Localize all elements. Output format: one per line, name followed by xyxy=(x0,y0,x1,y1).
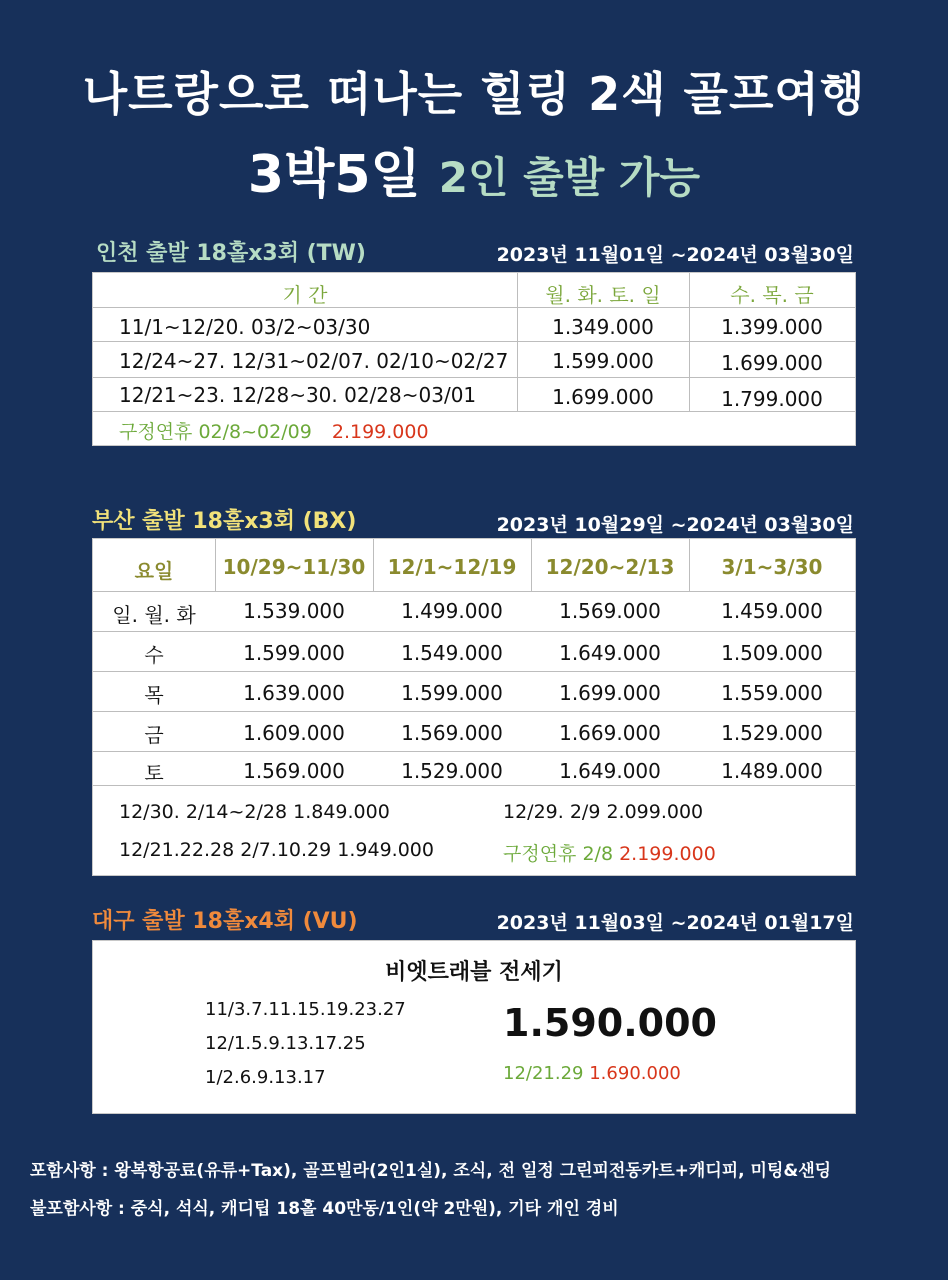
daegu-dates: 12/1.5.9.13.17.25 xyxy=(205,1033,366,1054)
incheon-row-period: 12/24~27. 12/31~02/07. 02/10~02/27 xyxy=(119,349,509,373)
incheon-row-price: 1.349.000 xyxy=(552,315,654,339)
busan-row-price: 1.649.000 xyxy=(559,641,661,665)
daegu-heading: 대구 출발 18홀x4회 (VU) xyxy=(92,909,358,934)
incheon-header-weekend: 월. 화. 토. 일 xyxy=(545,283,661,307)
busan-row-price: 1.459.000 xyxy=(721,599,823,623)
busan-row-day: 수 xyxy=(144,643,164,667)
busan-row-price: 1.529.000 xyxy=(401,759,503,783)
incheon-special xyxy=(119,417,429,444)
incheon-period: 2023년 11월01일 ~2024년 03월30일 xyxy=(496,244,854,266)
busan-header-period: 12/20~2/13 xyxy=(545,555,675,579)
incheon-special-price: 2.199.000 xyxy=(331,421,429,443)
busan-row-price: 1.569.000 xyxy=(401,721,503,745)
busan-row-day: 금 xyxy=(144,723,164,747)
busan-row-price: 1.489.000 xyxy=(721,759,823,783)
incheon-row-price: 1.699.000 xyxy=(721,351,823,375)
busan-row-day: 일. 월. 화 xyxy=(112,603,196,627)
incheon-header-period: 기 간 xyxy=(282,283,328,307)
busan-row-price: 1.649.000 xyxy=(559,759,661,783)
busan-note: 12/29. 2/9 2.099.000 xyxy=(503,801,704,823)
busan-header-day: 요일 xyxy=(134,559,174,583)
excluded-items: 불포함사항 : 중식, 석식, 캐디팁 18홀 40만동/1인(약 2만원), 기타 개인 경비 xyxy=(30,1199,619,1219)
busan-row-price: 1.599.000 xyxy=(243,641,345,665)
busan-special-price: 2.199.000 xyxy=(619,843,716,865)
busan-row-price: 1.699.000 xyxy=(559,681,661,705)
incheon-row-period: 12/21~23. 12/28~30. 02/28~03/01 xyxy=(119,383,477,407)
busan-row-price: 1.539.000 xyxy=(243,599,345,623)
incheon-special-label: 구정연휴 02/8~02/09 xyxy=(119,421,312,443)
daegu-dates: 11/3.7.11.15.19.23.27 xyxy=(205,999,406,1020)
busan-header-period: 12/1~12/19 xyxy=(387,555,517,579)
charter-title: 비엣트래블 전세기 xyxy=(385,960,563,985)
busan-special-label: 구정연휴 2/8 xyxy=(503,843,614,865)
busan-table xyxy=(92,538,856,876)
incheon-heading: 인천 출발 18홀x3회 (TW) xyxy=(96,241,366,266)
incheon-row-price: 1.799.000 xyxy=(721,387,823,411)
busan-row-price: 1.559.000 xyxy=(721,681,823,705)
daegu-price: 1.590.000 xyxy=(503,1001,717,1045)
daegu-special xyxy=(503,1063,681,1084)
busan-note: 12/21.22.28 2/7.10.29 1.949.000 xyxy=(119,839,434,861)
busan-row-price: 1.499.000 xyxy=(401,599,503,623)
incheon-row-period: 11/1~12/20. 03/2~03/30 xyxy=(119,315,371,339)
busan-row-price: 1.639.000 xyxy=(243,681,345,705)
daegu-special-price: 1.690.000 xyxy=(589,1063,681,1084)
incheon-row-price: 1.399.000 xyxy=(721,315,823,339)
busan-heading: 부산 출발 18홀x3회 (BX) xyxy=(92,509,357,534)
busan-period: 2023년 10월29일 ~2024년 03월30일 xyxy=(496,514,854,536)
incheon-table xyxy=(92,272,856,446)
sub-title xyxy=(0,132,948,207)
main-title: 나트랑으로 떠나는 힐링 2색 골프여행 xyxy=(82,67,866,121)
busan-row-price: 1.569.000 xyxy=(243,759,345,783)
busan-row-price: 1.529.000 xyxy=(721,721,823,745)
incheon-row-price: 1.599.000 xyxy=(552,349,654,373)
busan-special xyxy=(503,839,716,866)
departure-note: 2인 출발 가능 xyxy=(438,153,701,202)
daegu-special-label: 12/21.29 xyxy=(503,1063,584,1084)
busan-header-period: 10/29~11/30 xyxy=(222,555,366,579)
incheon-header-weekday: 수. 목. 금 xyxy=(730,283,814,307)
incheon-row-price: 1.699.000 xyxy=(552,385,654,409)
busan-row-price: 1.549.000 xyxy=(401,641,503,665)
duration-text: 3박5일 xyxy=(247,145,421,205)
busan-row-price: 1.509.000 xyxy=(721,641,823,665)
busan-note: 12/30. 2/14~2/28 1.849.000 xyxy=(119,801,390,823)
busan-row-price: 1.599.000 xyxy=(401,681,503,705)
daegu-dates: 1/2.6.9.13.17 xyxy=(205,1067,326,1088)
included-items: 포함사항 : 왕복항공료(유류+Tax), 골프빌라(2인1실), 조식, 전 일정 그린피전동카트+캐디피, 미팅&샌딩 xyxy=(30,1161,832,1181)
daegu-period: 2023년 11월03일 ~2024년 01월17일 xyxy=(496,912,854,934)
busan-header-period: 3/1~3/30 xyxy=(721,555,823,579)
daegu-box xyxy=(92,940,856,1114)
busan-row-day: 토 xyxy=(144,761,164,785)
busan-row-price: 1.609.000 xyxy=(243,721,345,745)
busan-row-price: 1.569.000 xyxy=(559,599,661,623)
busan-row-day: 목 xyxy=(144,683,164,707)
busan-row-price: 1.669.000 xyxy=(559,721,661,745)
